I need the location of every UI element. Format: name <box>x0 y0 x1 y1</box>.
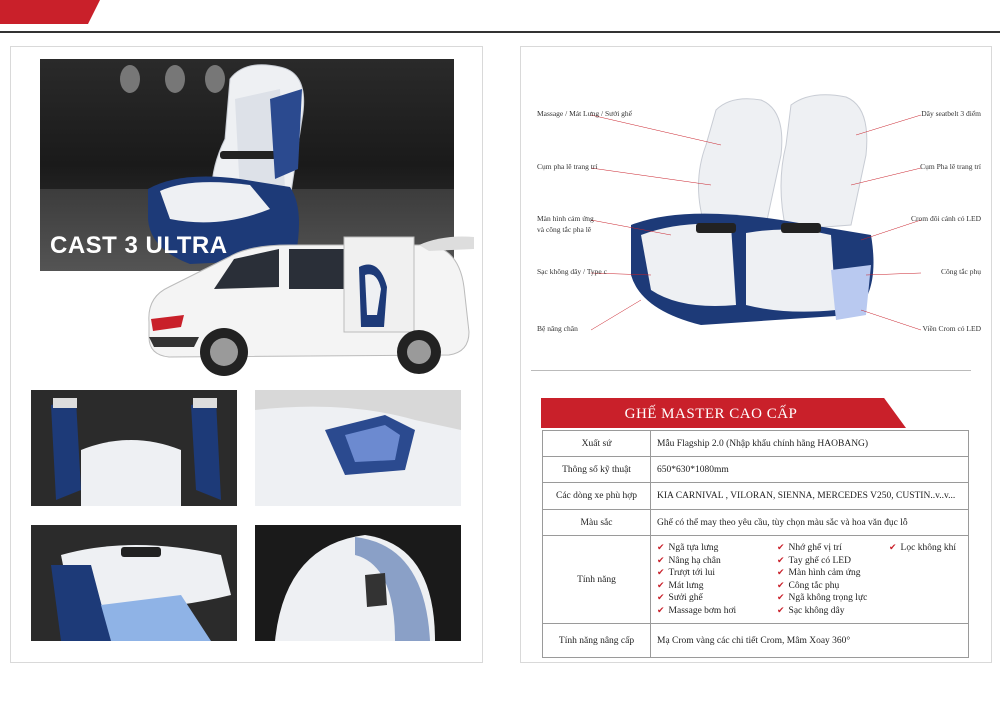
feature-label: Ngã không trọng lực <box>788 593 868 603</box>
callout-leg-rest: Bệ nâng chân <box>537 324 578 333</box>
table-row <box>543 624 969 658</box>
check-icon: ✔ <box>657 592 665 602</box>
check-icon: ✔ <box>657 579 665 590</box>
section-banner <box>541 398 906 428</box>
feature-label: Trượt tới lui <box>668 568 716 578</box>
callout-chrome-wings: Crom đôi cánh có LED <box>911 214 981 223</box>
features-list <box>657 536 962 623</box>
feature-label: Ngã tựa lưng <box>668 543 719 553</box>
list-item <box>657 580 767 593</box>
list-item <box>777 580 879 593</box>
check-icon: ✔ <box>777 604 785 615</box>
feature-label: Nâng hạ chân <box>668 555 721 566</box>
feature-label: Công tắc phụ <box>788 580 840 591</box>
check-icon: ✔ <box>657 542 665 552</box>
spec-value: Mạ Crom vàng các chi tiết Crom, Mâm Xoay 360° <box>651 624 969 658</box>
detail-photo-headrest <box>255 525 461 641</box>
table-row <box>543 457 969 483</box>
check-icon: ✔ <box>777 542 785 552</box>
list-item <box>777 605 879 618</box>
seat-feature-diagram <box>531 75 981 335</box>
header-rule <box>0 31 1000 33</box>
spec-value: Ghế có thể may theo yêu cầu, tùy chọn màu sắc và hoa văn đục lỗ <box>651 510 969 536</box>
spec-label: Thông số kỹ thuật <box>543 457 651 483</box>
features-col1 <box>657 542 767 617</box>
callout-crystal-switch: và công tắc pha lê <box>537 225 592 234</box>
brand-accent <box>0 0 100 24</box>
table-row <box>543 536 969 624</box>
callout-aux-switch: Công tắc phụ <box>941 267 981 276</box>
list-item <box>657 542 767 555</box>
banner-title: GHẾ MASTER CAO CẤP <box>624 406 798 422</box>
callout-crystal-decor: Cụm Pha lê trang trí <box>920 162 981 171</box>
table-row <box>543 431 969 457</box>
spec-label: Tính năng nâng cấp <box>543 624 651 658</box>
check-icon: ✔ <box>777 567 785 577</box>
callout-touchscreen: Màn hình cảm ứng <box>537 214 594 223</box>
list-item <box>777 592 879 605</box>
spec-label: Tính năng <box>543 536 651 624</box>
spec-table <box>542 430 969 658</box>
feature-label: Sạc không dây <box>788 605 845 616</box>
feature-label: Lọc không khí <box>900 543 956 553</box>
feature-label: Tay ghế có LED <box>788 555 851 566</box>
list-item <box>777 555 879 568</box>
check-icon: ✔ <box>777 592 785 602</box>
check-icon: ✔ <box>657 567 665 577</box>
spec-value: KIA CARNIVAL , VILORAN, SIENNA, MERCEDES V250, CUSTIN..v..v... <box>651 483 969 510</box>
features-cell <box>651 536 969 624</box>
callout-seatbelt: Dây seatbelt 3 điểm <box>921 109 981 118</box>
check-icon: ✔ <box>889 542 897 552</box>
features-col2 <box>777 542 879 617</box>
spec-value: 650*630*1080mm <box>651 457 969 483</box>
spec-value: Mẫu Flagship 2.0 (Nhập khẩu chính hãng HAOBANG) <box>651 431 969 457</box>
list-item <box>777 542 879 555</box>
list-item <box>657 592 767 605</box>
section-divider <box>531 370 971 371</box>
callout-massage: Massage / Mát Lưng / Sưởi ghế <box>537 109 633 118</box>
table-row <box>543 483 969 510</box>
list-item <box>657 555 767 568</box>
spec-label: Màu sắc <box>543 510 651 536</box>
table-row <box>543 510 969 536</box>
feature-label: Nhớ ghế vị trí <box>788 543 842 553</box>
list-item <box>889 542 956 555</box>
left-page <box>10 46 483 663</box>
feature-label: Mát lưng <box>668 580 704 591</box>
check-icon: ✔ <box>657 554 665 565</box>
feature-label: Sưởi ghế <box>668 593 703 603</box>
top-bar <box>0 0 1000 34</box>
detail-photo-armrests <box>31 390 237 506</box>
feature-label: Màn hình cảm ứng <box>788 568 861 578</box>
features-col3 <box>889 542 956 617</box>
right-page <box>520 46 992 663</box>
callout-crystal-cluster: Cụm pha lê trang trí <box>537 162 598 171</box>
check-icon: ✔ <box>777 579 785 590</box>
minivan-illustration <box>129 227 474 377</box>
hero-title: CAST 3 ULTRA <box>50 232 228 259</box>
detail-photo-crystal <box>255 390 461 506</box>
list-item <box>657 605 767 618</box>
check-icon: ✔ <box>657 604 665 615</box>
spec-label: Các dòng xe phù hợp <box>543 483 651 510</box>
spec-label: Xuất sứ <box>543 431 651 457</box>
feature-label: Massage bơm hơi <box>668 605 737 616</box>
check-icon: ✔ <box>777 554 785 565</box>
callout-chrome-trim: Viền Crom có LED <box>922 324 981 333</box>
callout-wireless-charger: Sạc không dây / Type c <box>537 267 607 276</box>
detail-photo-leg-rest <box>31 525 237 641</box>
list-item <box>777 567 879 580</box>
list-item <box>657 567 767 580</box>
